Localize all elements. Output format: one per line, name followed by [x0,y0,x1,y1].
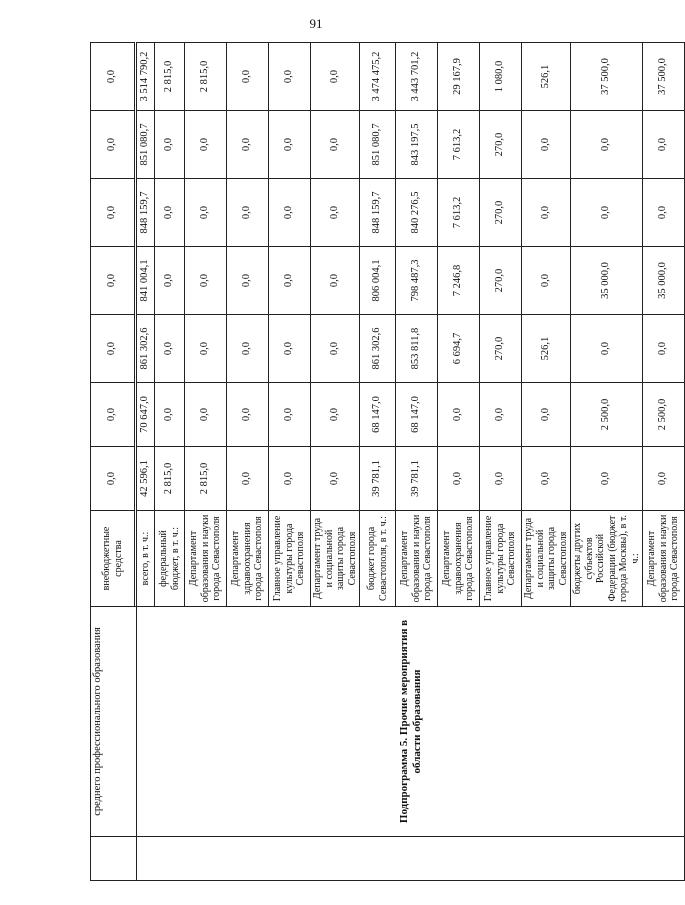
value-cell: 270,0 [480,179,522,247]
value-cell: 0,0 [155,111,185,179]
table-row [91,43,135,881]
value-cell: 0,0 [480,447,522,511]
value-cell: 0,0 [227,43,269,111]
value-cell: 0,0 [155,383,185,447]
value-cell: 0,0 [522,111,571,179]
value-cell: 0,0 [571,179,643,247]
value-cell: 0,0 [522,447,571,511]
value-cell: 70 647,0 [137,383,155,447]
value-cell: 0,0 [155,247,185,315]
value-cell: 0,0 [571,447,643,511]
budget-table [90,42,685,881]
value-cell: 848 159,7 [360,179,396,247]
rotated-table-inner [90,43,681,881]
value-cell: 37 500,0 [643,43,685,111]
value-cell: 853 811,8 [396,315,438,383]
value-cell: 840 276,5 [396,179,438,247]
value-cell: 270,0 [480,315,522,383]
value-cell: 843 197,5 [396,111,438,179]
value-cell: 526,1 [522,43,571,111]
value-cell: 2 815,0 [185,43,227,111]
row-spacer [137,837,685,881]
value-cell: 798 487,3 [396,247,438,315]
value-cell: 0,0 [522,179,571,247]
value-cell: 68 147,0 [396,383,438,447]
source-cell: Департамент здравоохранения города Севастополя [438,511,480,607]
value-cell: 2 815,0 [155,447,185,511]
value-cell: 6 694,7 [438,315,480,383]
value-cell: 0,0 [311,179,360,247]
value-cell: 0,0 [480,383,522,447]
value-cell: 2 815,0 [185,447,227,511]
value-cell: 526,1 [522,315,571,383]
value-cell: 0,0 [571,315,643,383]
value-cell: 1 080,0 [480,43,522,111]
source-cell: Департамент образования и науки города Севастополя [185,511,227,607]
source-cell: Департамент труда и социальной защиты города Севастополя [522,511,571,607]
value-cell: 0,0 [311,43,360,111]
source-cell: Департамент образования и науки города Севастополя [643,511,685,607]
rotated-table-area [90,43,681,881]
value-cell: 270,0 [480,247,522,315]
value-cell: 0,0 [311,383,360,447]
value-cell: 0,0 [227,447,269,511]
value-cell: 0,0 [311,247,360,315]
value-cell: 0,0 [269,447,311,511]
value-cell: 0,0 [91,247,135,315]
value-cell: 861 302,6 [360,315,396,383]
source-cell: Департамент здравоохранения города Севастополя [227,511,269,607]
value-cell: 0,0 [185,315,227,383]
value-cell: 851 080,7 [137,111,155,179]
value-cell: 0,0 [91,179,135,247]
value-cell: 0,0 [643,111,685,179]
value-cell: 0,0 [269,383,311,447]
source-cell: Департамент образования и науки города Севастополя [396,511,438,607]
value-cell: 851 080,7 [360,111,396,179]
value-cell: 7 246,8 [438,247,480,315]
value-cell: 0,0 [185,179,227,247]
value-cell: 0,0 [643,315,685,383]
value-cell: 0,0 [185,247,227,315]
row-spacer [91,837,137,881]
source-cell: Главное управление культуры города Севастополя [269,511,311,607]
subprogram-title: Подпрограмма 5. Прочие мероприятия в области образования [137,607,685,837]
value-cell: 0,0 [185,383,227,447]
value-cell: 0,0 [571,111,643,179]
table-row [137,43,155,881]
source-cell: Департамент труда и социальной защиты города Севастополя [311,511,360,607]
value-cell: 861 302,6 [137,315,155,383]
value-cell: 0,0 [91,43,135,111]
value-cell: 2 500,0 [643,383,685,447]
value-cell: 35 000,0 [643,247,685,315]
value-cell: 0,0 [269,179,311,247]
value-cell: 35 000,0 [571,247,643,315]
value-cell: 7 613,2 [438,111,480,179]
source-cell: всего, в т. ч.: [137,511,155,607]
value-cell: 0,0 [91,315,135,383]
value-cell: 0,0 [227,179,269,247]
source-cell: Главное управление культуры города Севастополя [480,511,522,607]
value-cell: 841 004,1 [137,247,155,315]
source-cell: федеральный бюджет, в т. ч.: [155,511,185,607]
value-cell: 0,0 [269,43,311,111]
value-cell: 0,0 [155,179,185,247]
value-cell: 2 815,0 [155,43,185,111]
value-cell: 0,0 [438,383,480,447]
value-cell: 0,0 [227,247,269,315]
value-cell: 270,0 [480,111,522,179]
value-cell: 0,0 [91,383,135,447]
value-cell: 39 781,1 [396,447,438,511]
source-cell: бюджеты других субъектов Российской Федерации (бюджет города Москвы), в т. ч.: [571,511,643,607]
value-cell: 0,0 [91,447,135,511]
value-cell: 0,0 [311,111,360,179]
value-cell: 0,0 [227,111,269,179]
value-cell: 29 167,9 [438,43,480,111]
value-cell: 0,0 [522,383,571,447]
value-cell: 0,0 [227,383,269,447]
value-cell: 3 514 790,2 [137,43,155,111]
value-cell: 0,0 [643,447,685,511]
value-cell: 0,0 [155,315,185,383]
value-cell: 0,0 [185,111,227,179]
value-cell: 0,0 [227,315,269,383]
value-cell: 848 159,7 [137,179,155,247]
value-cell: 806 004,1 [360,247,396,315]
value-cell: 37 500,0 [571,43,643,111]
value-cell: 0,0 [91,111,135,179]
value-cell: 39 781,1 [360,447,396,511]
value-cell: 0,0 [269,315,311,383]
value-cell: 0,0 [643,179,685,247]
value-cell: 68 147,0 [360,383,396,447]
value-cell: 7 613,2 [438,179,480,247]
value-cell: 0,0 [269,111,311,179]
value-cell: 3 474 475,2 [360,43,396,111]
value-cell: 0,0 [438,447,480,511]
program-title: среднего профессионального образования [91,607,137,837]
value-cell: 0,0 [522,247,571,315]
value-cell: 0,0 [311,315,360,383]
source-cell: бюджет города Севастополя, в т. ч.: [360,511,396,607]
source-cell: внебюджетные средства [91,511,135,607]
value-cell: 3 443 701,2 [396,43,438,111]
page-number: 91 [309,16,323,31]
value-cell: 42 596,1 [137,447,155,511]
value-cell: 2 500,0 [571,383,643,447]
value-cell: 0,0 [269,247,311,315]
value-cell: 0,0 [311,447,360,511]
